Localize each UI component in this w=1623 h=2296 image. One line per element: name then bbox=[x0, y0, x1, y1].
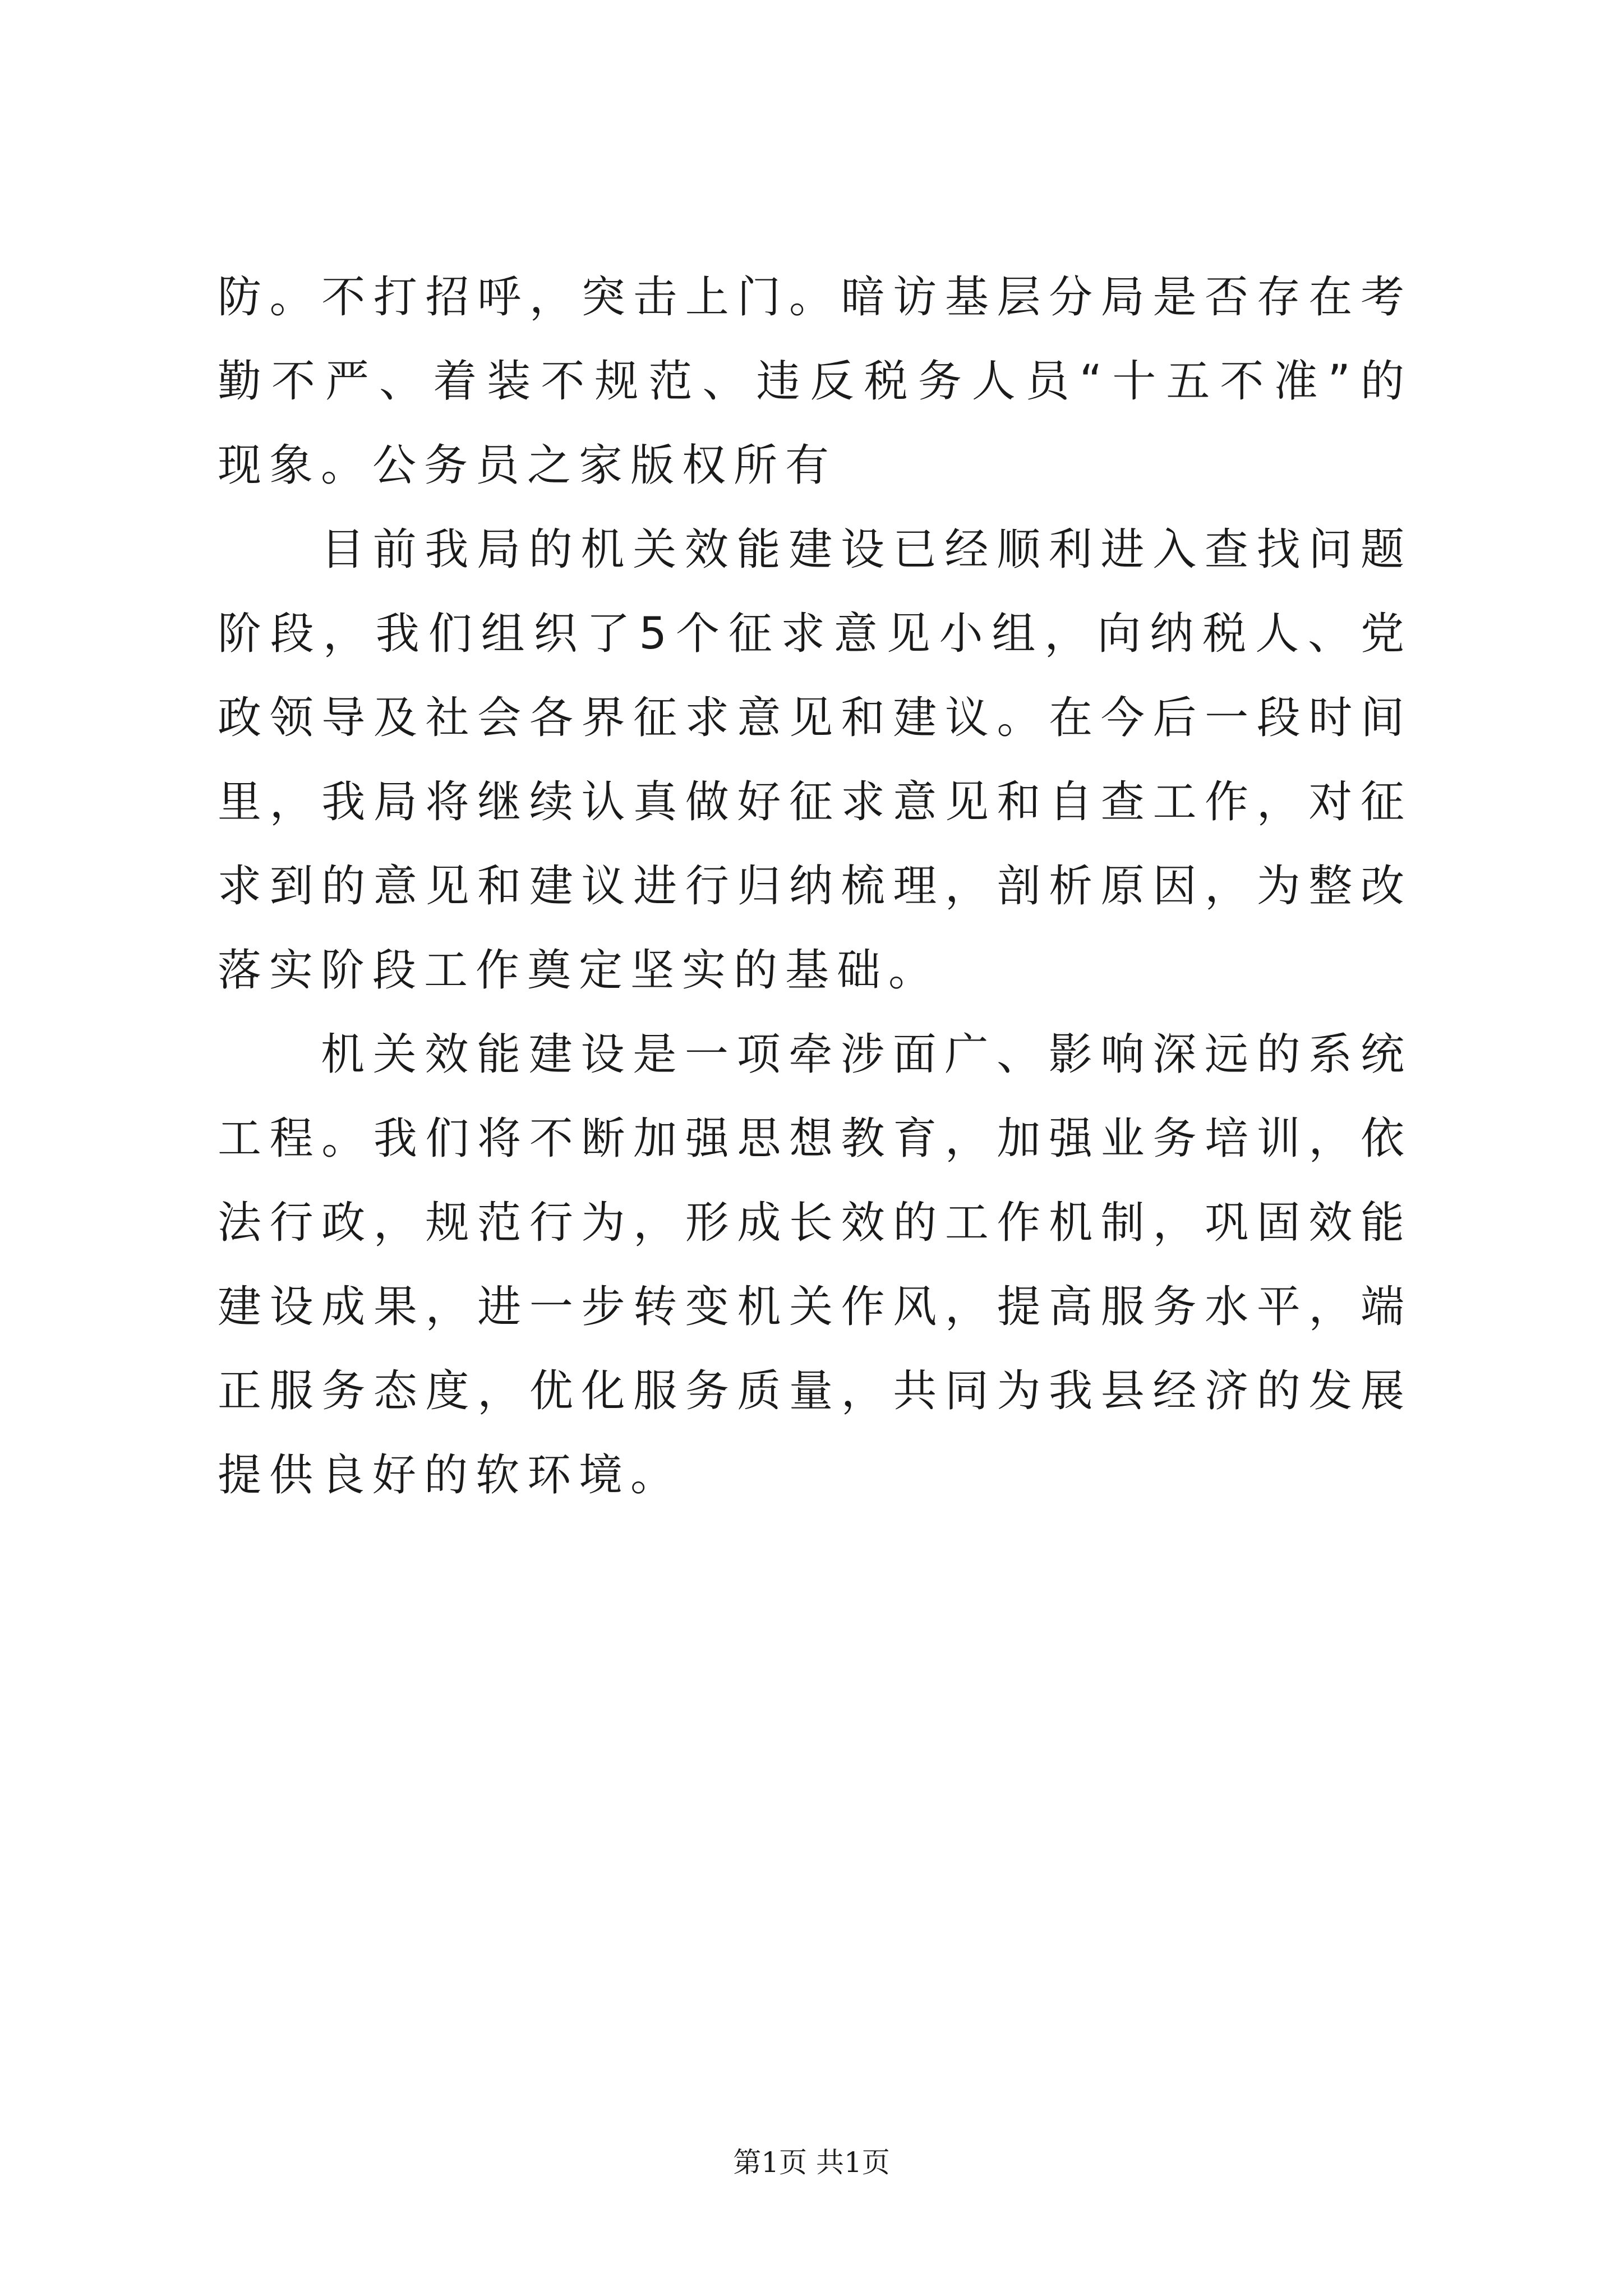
paragraph-1: 防。不打招呼，突击上门。暗访基层分局是否存在考勤不严、着装不规范、违反税务人员“十五不准”的现象。公务员之家版权所有 bbox=[218, 272, 1412, 491]
paragraph-3: 机关效能建设是一项牵涉面广、影响深远的系统工程。我们将不断加强思想教育，加强业务培训，依法行政，规范行为，形成长效的工作机制，巩固效能建设成果，进一步转变机关作风，提高服务水平，端正服务态度，优化服务质量，共同为我县经济的发展提供良好的软环境。 bbox=[218, 1029, 1412, 1501]
document-body bbox=[218, 255, 1412, 1517]
paragraph-2: 目前我局的机关效能建设已经顺利进入查找问题阶段，我们组织了5个征求意见小组，向纳税人、党政领导及社会各界征求意见和建议。在今后一段时间里，我局将继续认真做好征求意见和自查工作，对征求到的意见和建议进行归纳梳理，剖析原因，为整改落实阶段工作奠定坚实的基础。 bbox=[218, 524, 1412, 996]
page-number-footer: 第1页 共1页 bbox=[733, 2146, 890, 2179]
